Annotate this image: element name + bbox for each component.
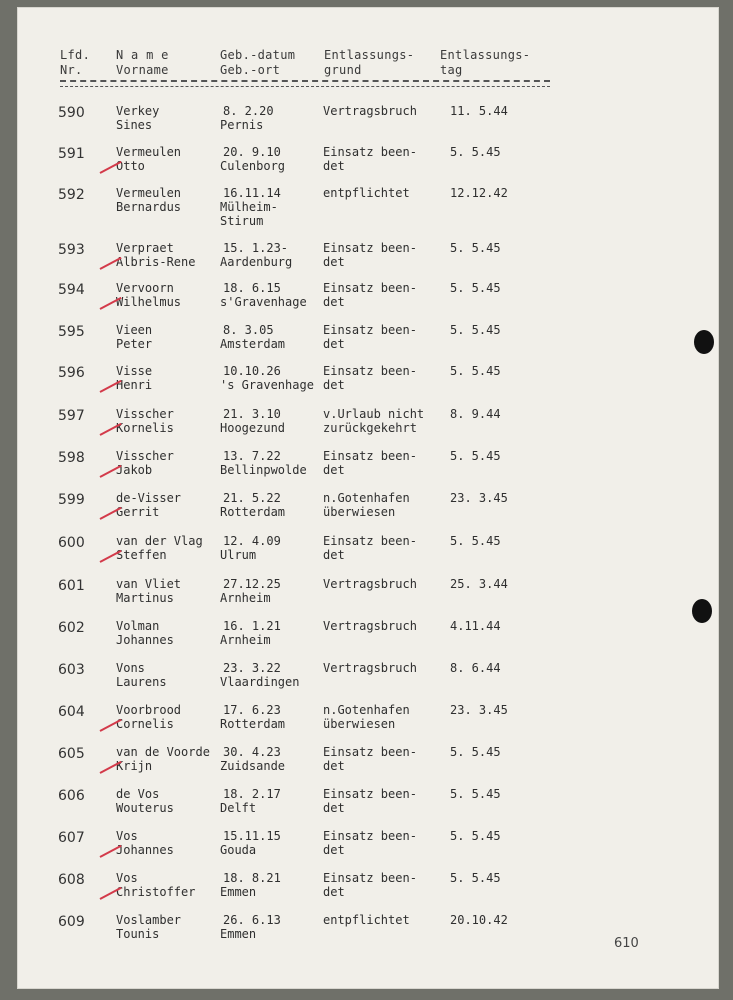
row-number: 605	[58, 746, 85, 762]
birth-place: Gouda	[220, 843, 257, 857]
table-row	[18, 910, 718, 950]
discharge-date: 5. 5.45	[450, 829, 501, 843]
surname: Vos	[116, 829, 138, 843]
surname: van de Voorde	[116, 745, 210, 759]
header-tag-line1: Entlassungs-	[440, 48, 531, 62]
birth-date: 16. 1.21	[223, 619, 281, 633]
birth-place: Pernis	[220, 118, 264, 132]
discharge-date: 5. 5.45	[450, 449, 501, 463]
row-number: 593	[58, 242, 85, 258]
birth-place: Amsterdam	[220, 337, 286, 351]
birth-place: Arnheim	[220, 591, 271, 605]
discharge-reason-cont: det	[323, 463, 345, 477]
row-number: 598	[58, 450, 85, 466]
birth-place: Delft	[220, 801, 257, 815]
discharge-reason-cont: det	[323, 295, 345, 309]
first-name: Otto	[116, 159, 145, 173]
row-number: 597	[58, 408, 85, 424]
discharge-reason: Einsatz been-	[323, 364, 417, 378]
discharge-date: 5. 5.45	[450, 534, 501, 548]
discharge-reason: n.Gotenhafen	[323, 491, 410, 505]
surname: Vermeulen	[116, 186, 182, 200]
table-row	[18, 784, 718, 824]
first-name: Martinus	[116, 591, 174, 605]
row-number: 591	[58, 146, 85, 162]
discharge-date: 5. 5.45	[450, 281, 501, 295]
first-name: Henri	[116, 378, 153, 392]
discharge-reason: Vertragsbruch	[323, 104, 417, 118]
table-row	[18, 142, 718, 182]
birth-date: 23. 3.22	[223, 661, 281, 675]
birth-date: 30. 4.23	[223, 745, 281, 759]
discharge-date: 20.10.42	[450, 913, 508, 927]
discharge-reason: Einsatz been-	[323, 145, 417, 159]
row-number: 601	[58, 578, 85, 594]
surname: Volman	[116, 619, 160, 633]
birth-place: Rotterdam	[220, 505, 286, 519]
birth-date: 26. 6.13	[223, 913, 281, 927]
birth-date: 15.11.15	[223, 829, 281, 843]
discharge-date: 11. 5.44	[450, 104, 508, 118]
birth-place: Mülheim- Stirum	[220, 200, 278, 228]
discharge-reason: Einsatz been-	[323, 241, 417, 255]
surname: Verpraet	[116, 241, 174, 255]
header-nr-line1: Lfd.	[60, 48, 91, 62]
row-number: 602	[58, 620, 85, 636]
row-number: 604	[58, 704, 85, 720]
surname: Vervoorn	[116, 281, 174, 295]
birth-date: 15. 1.23-	[223, 241, 289, 255]
first-name: Peter	[116, 337, 153, 351]
discharge-reason-cont: det	[323, 843, 345, 857]
header-nr-line2: Nr.	[60, 63, 83, 77]
birth-date: 18. 8.21	[223, 871, 281, 885]
discharge-date: 5. 5.45	[450, 145, 501, 159]
birth-date: 18. 6.15	[223, 281, 281, 295]
birth-place: Aardenburg	[220, 255, 293, 269]
surname: Vons	[116, 661, 145, 675]
header-grund-line1: Entlassungs-	[324, 48, 415, 62]
birth-date: 8. 2.20	[223, 104, 274, 118]
first-name: Cornelis	[116, 717, 174, 731]
birth-place: Vlaardingen	[220, 675, 300, 689]
discharge-date: 5. 5.45	[450, 364, 501, 378]
discharge-date: 23. 3.45	[450, 703, 508, 717]
first-name: Johannes	[116, 633, 174, 647]
header-grund-line2: grund	[324, 63, 362, 77]
birth-place: 's Gravenhage	[220, 378, 314, 392]
table-row	[18, 531, 718, 571]
surname: Vos	[116, 871, 138, 885]
surname: Visscher	[116, 449, 174, 463]
row-number: 590	[58, 105, 85, 121]
surname: Verkey	[116, 104, 160, 118]
discharge-date: 5. 5.45	[450, 745, 501, 759]
document-page	[18, 8, 718, 988]
table-row	[18, 278, 718, 318]
surname: de-Visser	[116, 491, 182, 505]
surname: van Vliet	[116, 577, 182, 591]
birth-date: 21. 3.10	[223, 407, 281, 421]
table-row	[18, 488, 718, 528]
birth-date: 21. 5.22	[223, 491, 281, 505]
first-name: Bernardus	[116, 200, 182, 214]
birth-date: 20. 9.10	[223, 145, 281, 159]
row-number: 606	[58, 788, 85, 804]
discharge-reason: Einsatz been-	[323, 787, 417, 801]
header-rule	[60, 86, 550, 87]
table-row	[18, 404, 718, 444]
discharge-reason: Einsatz been-	[323, 534, 417, 548]
first-name: Krijn	[116, 759, 153, 773]
row-number: 609	[58, 914, 85, 930]
discharge-date: 12.12.42	[450, 186, 508, 200]
row-number: 607	[58, 830, 85, 846]
birth-place: Emmen	[220, 927, 257, 941]
first-name: Christoffer	[116, 885, 196, 899]
header-name-line2: Vorname	[116, 63, 169, 77]
birth-date: 27.12.25	[223, 577, 281, 591]
discharge-date: 23. 3.45	[450, 491, 508, 505]
discharge-date: 8. 6.44	[450, 661, 501, 675]
first-name: Kornelis	[116, 421, 174, 435]
first-name: Wilhelmus	[116, 295, 182, 309]
birth-place: Emmen	[220, 885, 257, 899]
birth-date: 10.10.26	[223, 364, 281, 378]
discharge-reason: entpflichtet	[323, 186, 410, 200]
birth-place: Rotterdam	[220, 717, 286, 731]
discharge-reason-cont: überwiesen	[323, 717, 396, 731]
first-name: Jakob	[116, 463, 153, 477]
birth-date: 13. 7.22	[223, 449, 281, 463]
discharge-reason: Einsatz been-	[323, 871, 417, 885]
first-name: Sines	[116, 118, 153, 132]
discharge-date: 8. 9.44	[450, 407, 501, 421]
table-row	[18, 446, 718, 486]
birth-place: Ulrum	[220, 548, 257, 562]
table-row	[18, 826, 718, 866]
discharge-date: 25. 3.44	[450, 577, 508, 591]
discharge-reason-cont: det	[323, 159, 345, 173]
birth-place: Culenborg	[220, 159, 286, 173]
row-number: 599	[58, 492, 85, 508]
surname: Vieen	[116, 323, 153, 337]
table-row	[18, 574, 718, 614]
birth-date: 17. 6.23	[223, 703, 281, 717]
discharge-reason-cont: überwiesen	[323, 505, 396, 519]
discharge-reason-cont: det	[323, 337, 345, 351]
first-name: Albris-Rene	[116, 255, 196, 269]
row-number: 608	[58, 872, 85, 888]
discharge-reason-cont: det	[323, 885, 345, 899]
surname: Vermeulen	[116, 145, 182, 159]
discharge-reason: Vertragsbruch	[323, 661, 417, 675]
birth-place: Hoogezund	[220, 421, 286, 435]
header-rule	[60, 80, 550, 82]
first-name: Gerrit	[116, 505, 160, 519]
header-datum-line1: Geb.-datum	[220, 48, 296, 62]
first-name: Wouterus	[116, 801, 174, 815]
discharge-reason: Einsatz been-	[323, 449, 417, 463]
birth-place: Bellinpwolde	[220, 463, 307, 477]
birth-date: 8. 3.05	[223, 323, 274, 337]
discharge-reason-cont: det	[323, 378, 345, 392]
table-row	[18, 320, 718, 360]
discharge-reason: Vertragsbruch	[323, 619, 417, 633]
discharge-reason: v.Urlaub nicht	[323, 407, 425, 421]
table-row	[18, 868, 718, 908]
header-datum-line2: Geb.-ort	[220, 63, 281, 77]
table-row	[18, 616, 718, 656]
birth-place: Arnheim	[220, 633, 271, 647]
row-number: 596	[58, 365, 85, 381]
discharge-reason: entpflichtet	[323, 913, 410, 927]
page-number: 610	[614, 936, 639, 951]
first-name: Steffen	[116, 548, 167, 562]
row-number: 595	[58, 324, 85, 340]
first-name: Tounis	[116, 927, 160, 941]
discharge-reason: Vertragsbruch	[323, 577, 417, 591]
discharge-date: 5. 5.45	[450, 871, 501, 885]
birth-place: Zuidsande	[220, 759, 286, 773]
table-row	[18, 742, 718, 782]
header-tag-line2: tag	[440, 63, 463, 77]
surname: de Vos	[116, 787, 160, 801]
row-number: 594	[58, 282, 85, 298]
discharge-reason-cont: det	[323, 759, 345, 773]
surname: Visse	[116, 364, 153, 378]
surname: Voslamber	[116, 913, 182, 927]
table-row	[18, 361, 718, 401]
discharge-reason: Einsatz been-	[323, 323, 417, 337]
table-row	[18, 658, 718, 698]
discharge-reason-cont: det	[323, 801, 345, 815]
discharge-date: 5. 5.45	[450, 323, 501, 337]
discharge-reason-cont: det	[323, 548, 345, 562]
table-row	[18, 101, 718, 141]
discharge-reason: Einsatz been-	[323, 281, 417, 295]
discharge-reason: Einsatz been-	[323, 745, 417, 759]
row-number: 592	[58, 187, 85, 203]
discharge-reason: n.Gotenhafen	[323, 703, 410, 717]
discharge-reason-cont: det	[323, 255, 345, 269]
surname: van der Vlag	[116, 534, 203, 548]
table-row	[18, 183, 718, 228]
birth-date: 12. 4.09	[223, 534, 281, 548]
birth-date: 16.11.14	[223, 186, 281, 200]
row-number: 603	[58, 662, 85, 678]
table-row	[18, 700, 718, 740]
discharge-date: 5. 5.45	[450, 241, 501, 255]
birth-place: s'Gravenhage	[220, 295, 307, 309]
discharge-reason: Einsatz been-	[323, 829, 417, 843]
discharge-date: 4.11.44	[450, 619, 501, 633]
row-number: 600	[58, 535, 85, 551]
header-name-line1: N a m e	[116, 48, 169, 62]
table-row	[18, 238, 718, 278]
surname: Voorbrood	[116, 703, 182, 717]
discharge-date: 5. 5.45	[450, 787, 501, 801]
discharge-reason-cont: zurückgekehrt	[323, 421, 417, 435]
birth-date: 18. 2.17	[223, 787, 281, 801]
surname: Visscher	[116, 407, 174, 421]
first-name: Johannes	[116, 843, 174, 857]
first-name: Laurens	[116, 675, 167, 689]
